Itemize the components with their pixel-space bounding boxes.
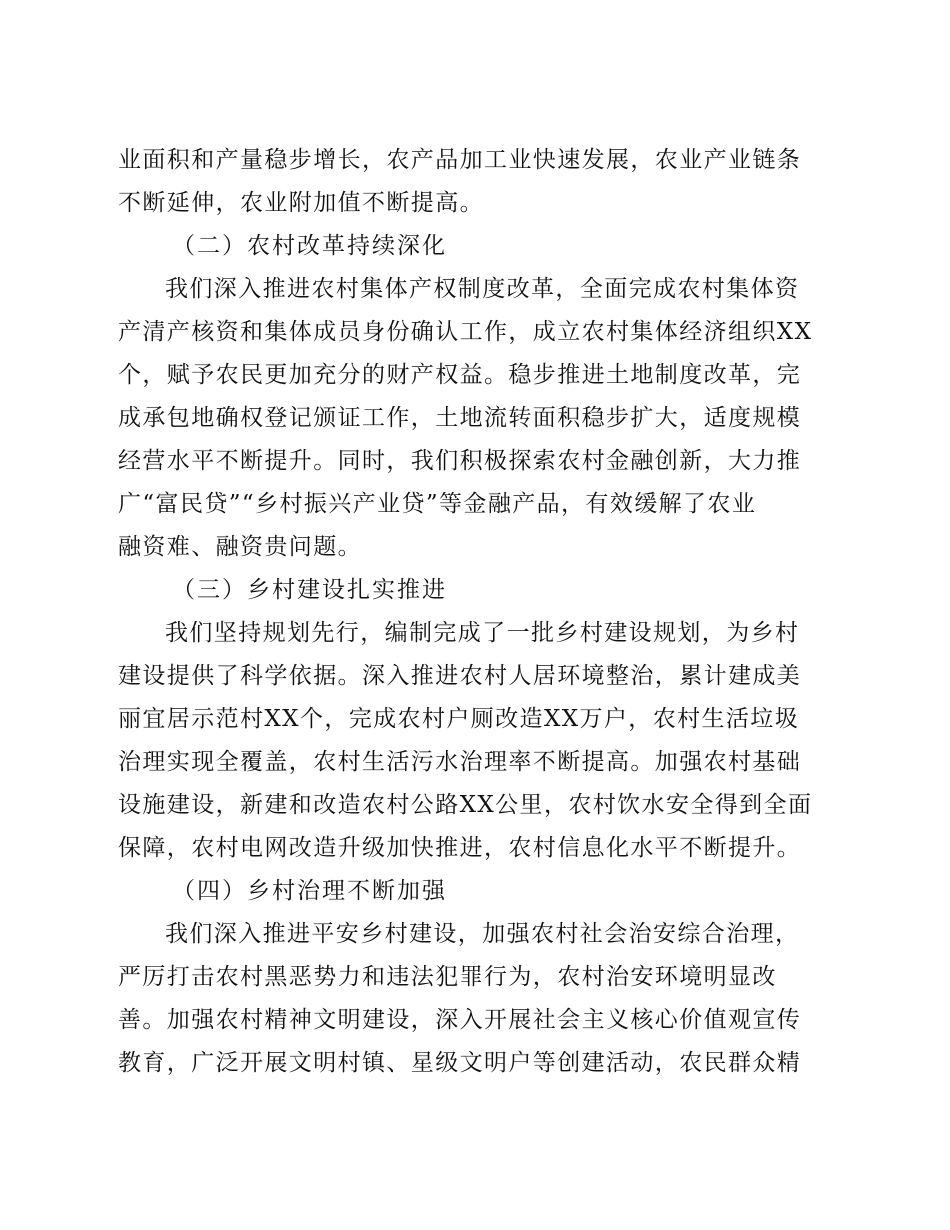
body-line: 业面积和产量稳步增长，农产品加工业快速发展，农业产业链条 [118, 147, 802, 173]
section-heading-3: （三）乡村建设扎实推进 [172, 577, 447, 603]
body-line: 广“富民贷”“乡村振兴产业贷”等金融产品，有效缓解了农业 [118, 491, 757, 517]
body-line: 不断延伸，农业附加值不断提高。 [118, 190, 484, 216]
paragraph-first-line: 我们坚持规划先行，编制完成了一批乡村建设规划，为乡村 [165, 620, 800, 646]
body-line: 善。加强农村精神文明建设，深入开展社会主义核心价值观宣传 [118, 1007, 802, 1033]
body-line: 教育，广泛开展文明村镇、星级文明户等创建活动，农民群众精 [118, 1050, 802, 1076]
body-line: 个，赋予农民更加充分的财产权益。稳步推进土地制度改革，完 [118, 362, 802, 388]
section-heading-2: （二）农村改革持续深化 [172, 233, 447, 259]
section-heading-4: （四）乡村治理不断加强 [172, 878, 447, 904]
body-line: 治理实现全覆盖，农村生活污水治理率不断提高。加强农村基础 [118, 749, 802, 775]
body-line: 经营水平不断提升。同时，我们积极探索农村金融创新，大力推 [118, 448, 802, 474]
body-line: 产清产核资和集体成员身份确认工作，成立农村集体经济组织XX [118, 319, 813, 345]
body-line: 严厉打击农村黑恶势力和违法犯罪行为，农村治安环境明显改 [118, 964, 777, 990]
body-line: 成承包地确权登记颁证工作，土地流转面积稳步扩大，适度规模 [118, 405, 802, 431]
body-line: 融资难、融资贵问题。 [118, 534, 362, 560]
paragraph-first-line: 我们深入推进农村集体产权制度改革，全面完成农村集体资 [165, 276, 800, 302]
paragraph-first-line: 我们深入推进平安乡村建设，加强农村社会治安综合治理， [165, 921, 800, 947]
body-line: 建设提供了科学依据。深入推进农村人居环境整治，累计建成美 [118, 663, 802, 689]
body-line: 保障，农村电网改造升级加快推进，农村信息化水平不断提升。 [118, 835, 802, 861]
body-line: 设施建设，新建和改造农村公路XX公里，农村饮水安全得到全面 [118, 792, 813, 818]
body-line: 丽宜居示范村XX个，完成农村户厕改造XX万户，农村生活垃圾 [118, 706, 800, 732]
